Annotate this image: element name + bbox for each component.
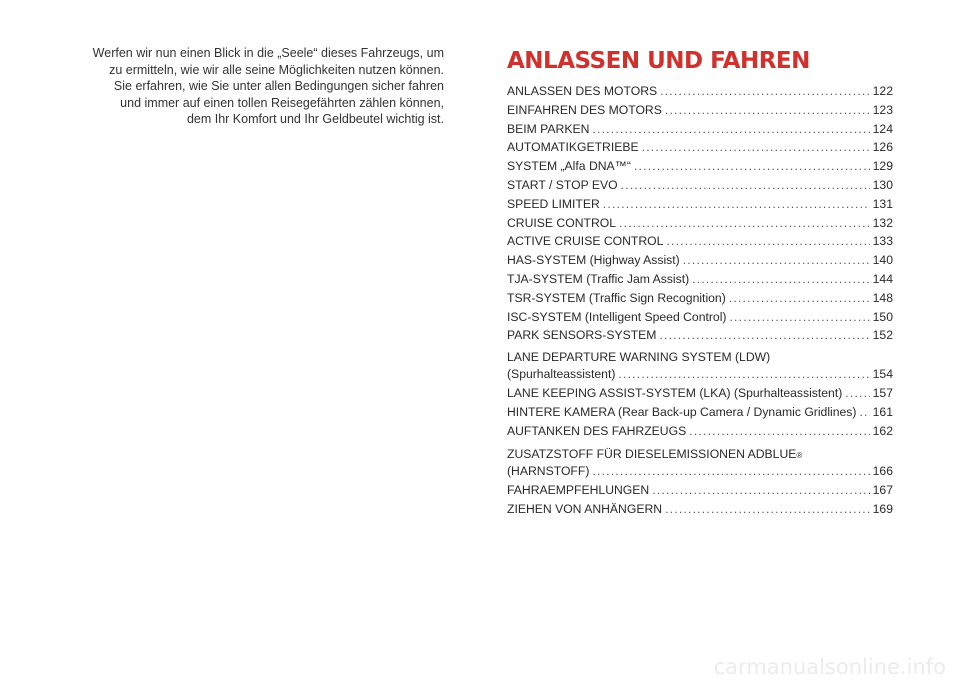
toc-page-number: 123 (872, 102, 893, 117)
intro-paragraph (60, 45, 444, 128)
toc-page-number: 148 (872, 290, 893, 305)
dot-leader (592, 120, 869, 139)
toc-entry[interactable] (507, 422, 893, 441)
toc-entry[interactable] (507, 157, 893, 176)
dot-leader (729, 308, 869, 327)
toc-entry-label: LANE KEEPING ASSIST-SYSTEM (LKA) (Spurhalteassistent) (507, 385, 843, 400)
toc-entry[interactable] (507, 481, 893, 500)
toc-entry-label: (Spurhalteassistent) (507, 367, 616, 382)
toc-page-number: 169 (872, 501, 893, 516)
toc-entry-label: EINFAHREN DES MOTORS (507, 102, 662, 117)
watermark: carmanualsonline.info (713, 655, 946, 679)
toc-entry[interactable] (507, 214, 893, 233)
toc-entry[interactable] (507, 195, 893, 214)
intro-line: Werfen wir nun einen Blick in die „Seele“ dieses Fahrzeugs, um (92, 46, 444, 60)
intro-line: dem Ihr Komfort und Ihr Geldbeutel wichtig ist. (186, 112, 444, 126)
toc-entry-label: SPEED LIMITER (507, 196, 600, 211)
toc-entry[interactable] (507, 500, 893, 519)
dot-leader (621, 176, 870, 195)
toc-entry[interactable] (507, 270, 893, 289)
dot-leader (666, 232, 869, 251)
dot-leader (603, 195, 870, 214)
toc-entry-label: BEIM PARKEN (507, 121, 590, 136)
toc-entry[interactable] (507, 232, 893, 251)
section-title: ANLASSEN UND FAHREN (507, 48, 810, 74)
toc-entry[interactable] (507, 138, 893, 157)
dot-leader (642, 138, 870, 157)
toc-entry-label: TJA-SYSTEM (Traffic Jam Assist) (507, 271, 690, 286)
toc-entry-label: CRUISE CONTROL (507, 215, 617, 230)
toc-page-number: 131 (872, 196, 893, 211)
toc-entry-label: HINTERE KAMERA (Rear Back-up Camera / Dynamic Gridlines) (507, 404, 857, 419)
dot-leader (619, 214, 870, 233)
toc-page-number: 161 (872, 404, 893, 419)
toc-page-number: 154 (872, 367, 893, 382)
intro-line: zu ermitteln, wie wir alle seine Möglichkeiten nutzen können. (109, 62, 444, 77)
toc-entry-label: ANLASSEN DES MOTORS (507, 84, 658, 98)
toc-page-number: 129 (872, 159, 893, 174)
dot-leader (652, 481, 869, 500)
toc-entry-label: ZIEHEN VON ANHÄNGERN (507, 501, 663, 516)
dot-leader (859, 403, 869, 422)
table-of-contents (507, 82, 893, 519)
intro-line: und immer auf einen tollen Reisegefährten zählen können, (120, 95, 444, 110)
toc-entry-label: START / STOP EVO (507, 177, 618, 192)
intro-line: Sie erfahren, wie Sie unter allen Bedingungen sicher fahren (113, 79, 444, 93)
dot-leader (689, 422, 869, 441)
toc-entry-label: PARK SENSORS-SYSTEM (507, 328, 657, 343)
toc-page-number: 152 (872, 328, 893, 343)
toc-entry[interactable] (507, 289, 893, 308)
toc-page-number: 157 (872, 385, 893, 400)
toc-entry-label: AUTOMATIKGETRIEBE (507, 140, 639, 155)
toc-entry-label: ISC-SYSTEM (Intelligent Speed Control) (507, 309, 727, 324)
toc-entry[interactable] (507, 82, 893, 101)
toc-page-number: 144 (872, 271, 893, 286)
toc-page-number: 140 (872, 253, 893, 268)
toc-entry[interactable] (507, 326, 893, 345)
toc-entry-title (507, 349, 893, 365)
dot-leader (660, 82, 870, 101)
toc-entry[interactable] (507, 365, 893, 384)
toc-entry-label: LANE DEPARTURE WARNING SYSTEM (LDW) (507, 350, 771, 365)
toc-page-number: 150 (872, 309, 893, 324)
toc-entry[interactable] (507, 462, 893, 481)
toc-page-number: 130 (872, 177, 893, 192)
toc-page-number: 124 (872, 121, 893, 136)
toc-page-number: 167 (872, 483, 893, 498)
dot-leader (634, 157, 870, 176)
toc-page-number: 166 (872, 464, 893, 479)
toc-entry-title: ZUSATZSTOFF FÜR DIESELEMISSIONEN ADBLUE ® (507, 447, 803, 462)
toc-entry-label: AUFTANKEN DES FAHRZEUGS (507, 423, 687, 438)
toc-entry[interactable] (507, 384, 893, 403)
dot-leader (729, 289, 870, 308)
toc-entry[interactable] (507, 251, 893, 270)
dot-leader (665, 500, 870, 519)
toc-page-number: 122 (872, 84, 893, 98)
toc-entry[interactable] (507, 403, 893, 422)
toc-page-number: 126 (872, 140, 893, 155)
toc-entry[interactable] (507, 308, 893, 327)
toc-entry-label: ZUSATZSTOFF FÜR DIESELEMISSIONEN ADBLUE (507, 447, 797, 462)
toc-entry-label: HAS-SYSTEM (Highway Assist) (507, 253, 680, 268)
dot-leader (665, 101, 870, 120)
toc-page-number: 162 (872, 423, 893, 438)
toc-entry-label: TSR-SYSTEM (Traffic Sign Recognition) (507, 290, 726, 305)
dot-leader (845, 384, 869, 403)
toc-entry[interactable] (507, 120, 893, 139)
toc-entry-label: SYSTEM „Alfa DNA™“ (507, 159, 631, 174)
toc-entry-label: ACTIVE CRUISE CONTROL (507, 234, 664, 249)
dot-leader (692, 270, 870, 289)
toc-entry[interactable] (507, 176, 893, 195)
toc-entry[interactable] (507, 101, 893, 120)
toc-entry-label: FAHRAEMPFEHLUNGEN (507, 483, 650, 498)
toc-page-number: 132 (872, 215, 893, 230)
dot-leader (683, 251, 870, 270)
dot-leader (618, 365, 869, 384)
toc-page-number: 133 (872, 234, 893, 249)
dot-leader (659, 326, 869, 345)
dot-leader (592, 462, 869, 481)
toc-entry-label: (HARNSTOFF) (507, 464, 590, 479)
